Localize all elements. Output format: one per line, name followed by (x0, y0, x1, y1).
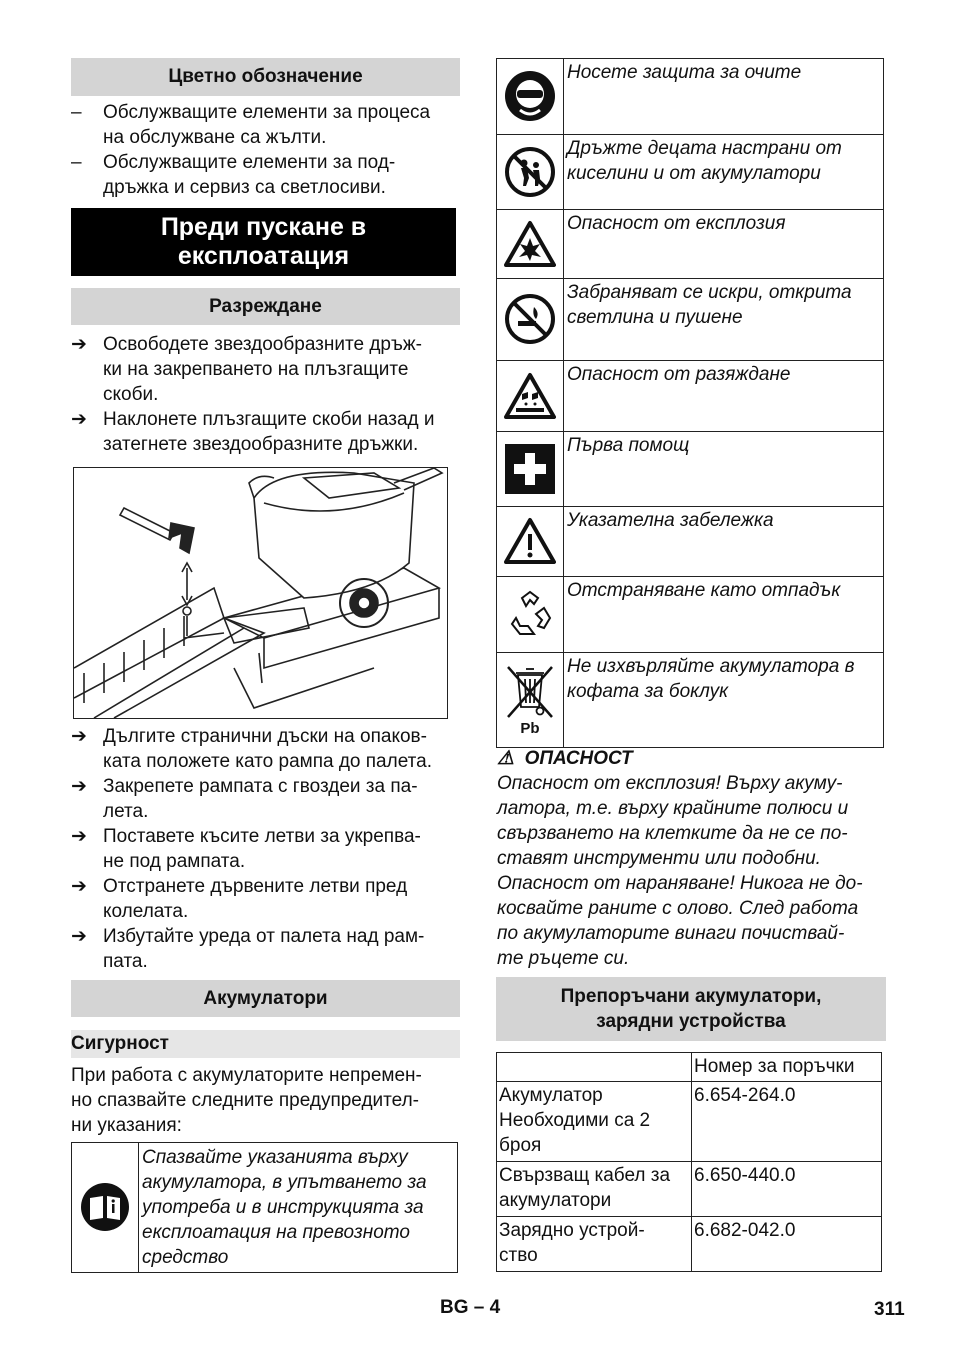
no-fire-icon (504, 293, 556, 345)
list-item: – Обслужващите елементи за под- (71, 152, 396, 173)
table-header-row (497, 1053, 882, 1082)
subheading-safety: Сигурност (71, 1030, 460, 1058)
section-heading-unpacking: Разреждане (71, 288, 460, 325)
ramp-steps: ➔ Дългите странични дъски на опаков- ката положете като рампа до палета. ➔ Закрепете рампата с гвоздеи за па- лета. ➔ Поставете късите летви за укрепва- не под рампата. ➔ Отстранете дървените летви пред колелата. ➔ Избутайте уреда от палета над рам- пата. (71, 724, 460, 974)
order-number: 6.654-264.0 (692, 1082, 882, 1162)
warning-icon: ⚠ (497, 748, 515, 769)
read-manual-icon (80, 1182, 130, 1232)
eye-protection-icon (504, 70, 556, 122)
list-item-cont: дръжка и сервиз са светлосиви. (103, 177, 386, 198)
symbol-text: Указателна забележка (567, 510, 774, 531)
step-item: ➔ Избутайте уреда от палета над рам- (71, 926, 425, 947)
manual-note-table (71, 1142, 458, 1273)
table-row: Свързващ кабел за акумулатори 6.650-440.0 (497, 1162, 882, 1217)
symbol-text: Не изхвърляйте акумулатора в (567, 656, 855, 677)
symbol-text: Отстраняване като отпадък (567, 580, 841, 601)
unpacking-illustration (73, 467, 448, 719)
manual-note-text: Спазвайте указанията върху акумулатора, в упътването за употреба и в инструкцията за експлоатация на превозното средство (139, 1143, 458, 1273)
section-heading-recommended: Препоръчани акумулатори, зарядни устройства (496, 977, 886, 1041)
list-item-cont: на обслужване са жълти. (103, 127, 327, 148)
symbol-text: Забраняват се искри, открита (567, 282, 852, 303)
color-list (71, 100, 460, 200)
left-column (71, 58, 460, 200)
step-item: ➔ Наклонете плъзгащите скоби назад и (71, 409, 435, 430)
order-table (496, 1052, 882, 1272)
recycling-icon (504, 588, 556, 640)
unpack-steps: ➔ Освободете звездообразните дръж- ки на закрепването на плъзгащите скоби. ➔ Наклонете плъзгащите скоби назад и затегнете звездообразните дръжки. (71, 332, 460, 457)
symbol-text: Първа помощ (567, 435, 690, 456)
table-row: Зарядно устрой- ство 6.682-042.0 (497, 1217, 882, 1272)
order-number: 6.682-042.0 (692, 1217, 882, 1272)
step-item: ➔ Поставете късите летви за укрепва- (71, 826, 421, 847)
section-heading-color-coding: Цветно обозначение (71, 58, 460, 96)
symbol-text: Дръжте децата настрани от (567, 138, 842, 159)
symbol-text: Опасност от разяждане (567, 364, 791, 385)
step-item: ➔ Освободете звездообразните дръж- (71, 334, 422, 355)
danger-block: ⚠ ОПАСНОСТ Опасност от експлозия! Върху акуму- латора, т.е. върху крайните полюси и свързването на клетките да не се по- ставят инструменти или подобни. Опасност от нараняване! Никога не до- косвайте раните с олово. След работа по акумулаторите винаги почиствай- те ръцете си. (497, 746, 886, 972)
safety-symbols-table: Носете защита за очите Дръжте децата настрани от киселини и от акумулатори Опасност от експлозия Забраняват се искри, открита светлина и пушене Опасност от разяждане Първа помощ Указателна забележка Отстраняване като отпадък Pb Не изхвърляйте акумулатора в кофата за боклук (496, 58, 884, 748)
lead-label: Pb (520, 719, 540, 737)
pallet-ramp-drawing (74, 468, 447, 718)
step-item: ➔ Дългите странични дъски на опаков- (71, 726, 427, 747)
chapter-heading: Преди пускане в експлоатация (71, 208, 456, 276)
danger-label: ⚠ ОПАСНОСТ (497, 748, 633, 769)
first-aid-icon (504, 443, 556, 495)
no-trash-bin-icon (504, 663, 556, 721)
keep-children-away-icon (504, 146, 556, 198)
table-row: Акумулатор Необходими са 2 броя 6.654-264.0 (497, 1082, 882, 1162)
warning-note-icon (504, 517, 556, 565)
list-item: – Обслужващите елементи за процеса (71, 102, 431, 123)
step-item: ➔ Отстранете дървените летви пред (71, 876, 408, 897)
order-number: 6.650-440.0 (692, 1162, 882, 1217)
corrosive-hazard-icon (504, 372, 556, 420)
symbol-text: Опасност от експлозия (567, 213, 786, 234)
section-heading-batteries: Акумулатори (71, 980, 460, 1017)
safety-intro: При работа с акумулаторите непремен- но спазвайте следните предупредител- ни указания: (71, 1065, 422, 1136)
step-item: ➔ Закрепете рампата с гвоздеи за па- (71, 776, 418, 797)
symbol-text: Носете защита за очите (567, 62, 802, 83)
page-section-label: BG – 4 (440, 1297, 501, 1318)
page-number: 311 (874, 1299, 905, 1320)
explosion-hazard-icon (504, 220, 556, 268)
column-header: Номер за поръчки (692, 1053, 882, 1082)
